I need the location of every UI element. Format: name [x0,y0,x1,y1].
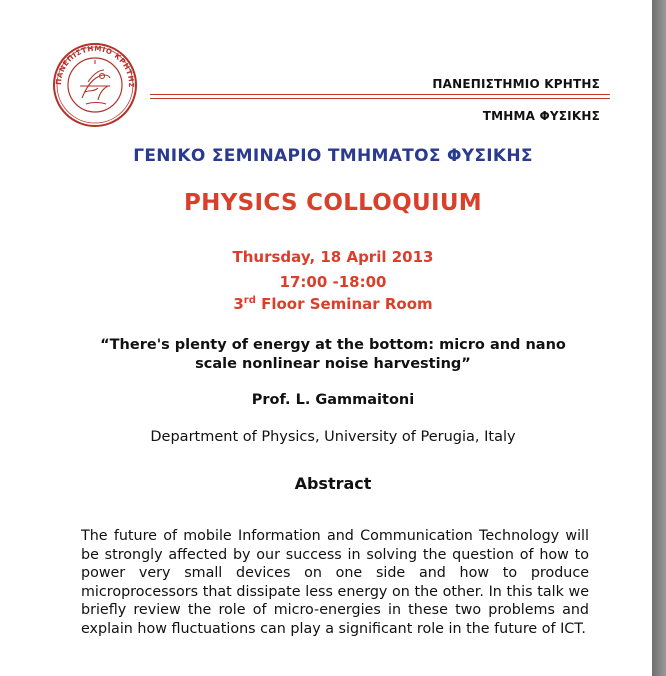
university-seal-icon [52,42,138,128]
talk-title [0,336,652,374]
room-ordinal-suffix: rd [243,295,256,306]
event-time: 17:00 -18:00 [279,273,387,291]
seal-text: ΠΑΝΕΠΙΣΤΗΜΙΟ ΚΡΗΤΗΣ [53,43,137,89]
university-name: ΠΑΝΕΠΙΣΤΗΜΙΟ ΚΡΗΤΗΣ [432,77,600,91]
viewer-scroll-gutter [652,0,666,676]
event-date: Thursday, 18 April 2013 [232,248,434,266]
abstract-heading: Abstract [294,474,372,493]
room-ordinal: 3 [233,295,244,313]
talk-title-line-1: “There's plenty of energy at the bottom: micro and nano [100,337,566,353]
speaker-affiliation: Department of Physics, University of Perugia, Italy [150,429,516,445]
header-rule-bottom [150,98,610,99]
abstract-body: The future of mobile Information and Communication Technology will be strongly affected by our success in solving the question of how to power very small devices on one side and how to produce microprocessors that dissipate less energy on the other. In this talk we briefly review the role of micro-energies in these two problems and explain how fluctuations can play a significant role in the future of ICT. [81,528,589,637]
header-rule-top [150,94,610,95]
svg-text:ΠΑΝΕΠΙΣΤΗΜΙΟ ΚΡΗΤΗΣ [54,44,136,88]
talk-title-line-2: scale nonlinear noise harvesting” [195,356,471,372]
department-name: ΤΜΗΜΑ ΦΥΣΙΚΗΣ [482,109,600,123]
seminar-series-greek: ΓΕΝΙΚΟ ΣΕΜΙΝΑΡΙΟ ΤΜΗΜΑΤΟΣ ΦΥΣΙΚΗΣ [133,146,533,166]
room-rest: Floor Seminar Room [255,295,433,313]
event-room [0,295,652,313]
speaker-name: Prof. L. Gammaitoni [251,392,415,408]
colloquium-title: PHYSICS COLLOQUIUM [184,190,482,216]
